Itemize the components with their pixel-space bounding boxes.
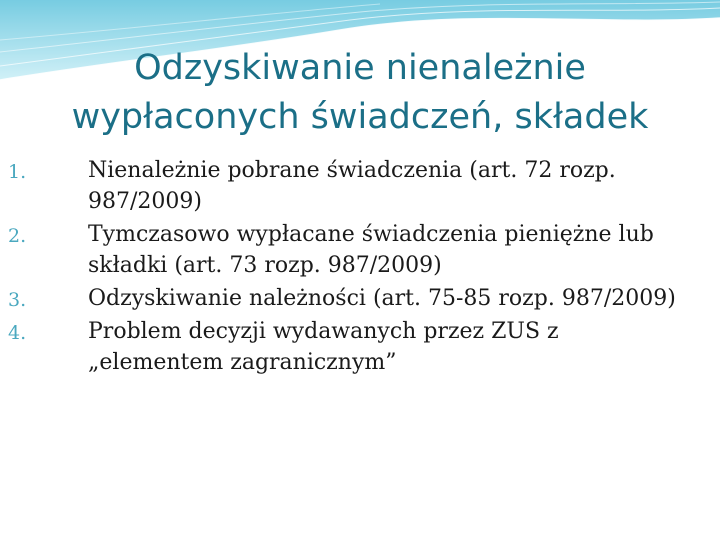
list-item [0,283,720,314]
list-item [0,316,720,378]
list-item-number: 2. [8,225,27,247]
list-item-text: Nienależnie pobrane świadczenia (art. 72 rozp. [88,158,616,183]
list-item-text: Problem decyzji wydawanych przez ZUS z [88,319,559,344]
title-line-2: wypłaconych świadczeń, składek [71,97,649,137]
list-item-text: Tymczasowo wypłacane świadczenia pieniężne lub [88,222,654,247]
slide-title [20,44,700,142]
list-item-number: 4. [8,322,27,344]
list-item-number: 1. [8,161,27,183]
title-line-1: Odzyskiwanie nienależnie [134,48,586,88]
numbered-list [0,155,720,380]
list-item-text-cont: składki (art. 73 rozp. 987/2009) [88,253,442,278]
list-item-text-cont: 987/2009) [88,189,202,214]
list-item-text: Odzyskiwanie należności (art. 75-85 rozp. 987/2009) [88,286,676,311]
list-item [0,155,720,217]
list-item-text-cont: „elementem zagranicznym” [88,350,397,375]
list-item [0,219,720,281]
list-item-number: 3. [8,289,27,311]
